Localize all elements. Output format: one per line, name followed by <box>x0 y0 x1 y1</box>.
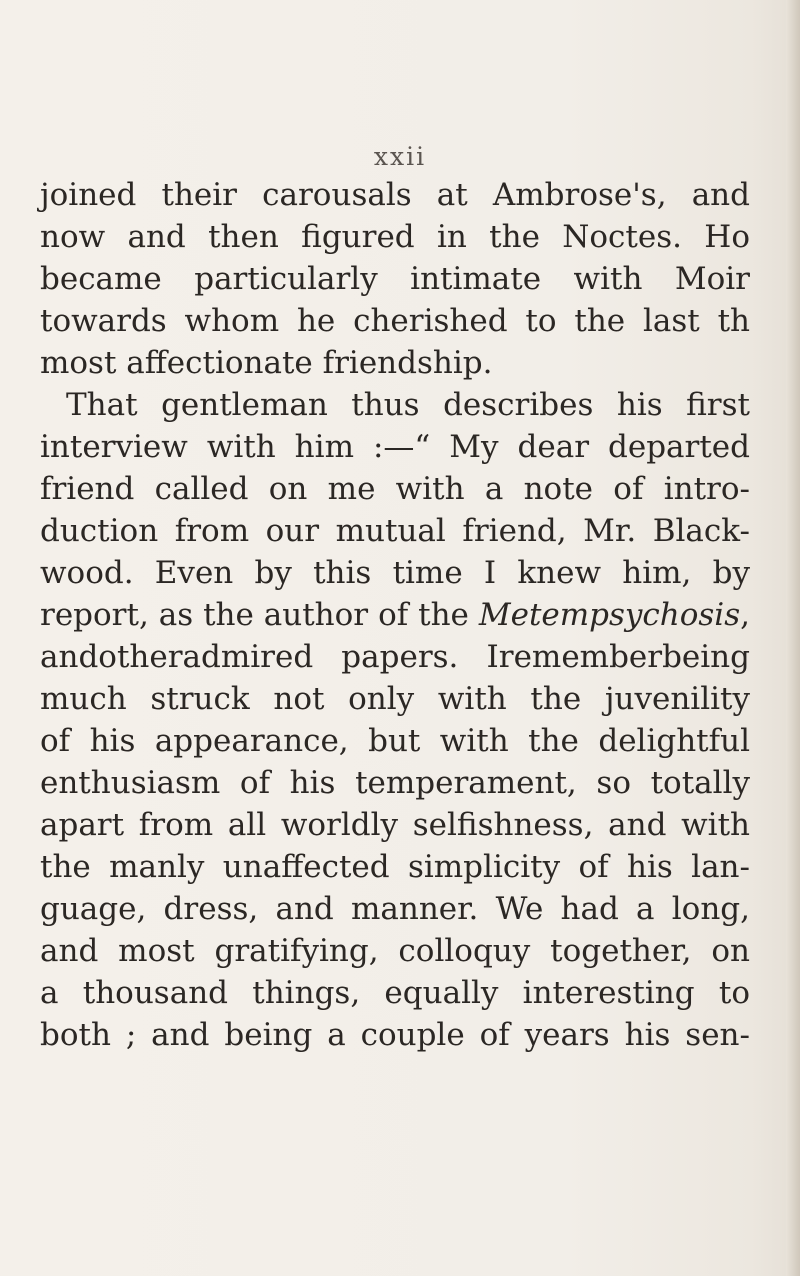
text-line: became particularly intimate with Moir <box>40 261 750 297</box>
text-line: enthusiasm of his temperament, so totally <box>40 765 750 801</box>
text-line: most affectionate friendship. <box>40 345 493 381</box>
text-line: the manly unaffected simplicity of his lan- <box>40 849 750 885</box>
text-line: both ; and being a couple of years his sen- <box>40 1017 750 1053</box>
text-line: andotheradmired papers. Irememberbeing <box>40 639 750 675</box>
text-line: a thousand things, equally interesting to <box>40 975 750 1011</box>
text-line: now and then figured in the Noctes. Ho <box>40 219 750 255</box>
text-line: apart from all worldly selfishness, and with <box>40 807 750 843</box>
italic-title: Metempsychosis <box>478 597 741 633</box>
text-line: towards whom he cherished to the last th <box>40 303 750 339</box>
text-line: duction from our mutual friend, Mr. Black- <box>40 513 750 549</box>
text-line: interview with him :—“ My dear departed <box>40 429 750 465</box>
text-line-with-italic <box>40 594 750 636</box>
text-line: guage, dress, and manner. We had a long, <box>40 891 750 927</box>
body-text <box>40 174 750 1056</box>
text-line: That gentleman thus describes his first <box>66 387 750 423</box>
text-line: much struck not only with the juvenility <box>40 681 750 717</box>
text-line: of his appearance, but with the delightful <box>40 723 750 759</box>
text-line: wood. Even by this time I knew him, by <box>40 555 750 591</box>
text-line: and most gratifying, colloquy together, on <box>40 933 750 969</box>
page-edge-shadow <box>786 0 800 1276</box>
text-segment: report, as the author of the <box>40 597 479 633</box>
text-segment: , <box>740 597 750 633</box>
text-line: friend called on me with a note of intro- <box>40 471 750 507</box>
text-line: joined their carousals at Ambrose's, and <box>40 177 750 213</box>
page-number: xxii <box>373 142 427 171</box>
